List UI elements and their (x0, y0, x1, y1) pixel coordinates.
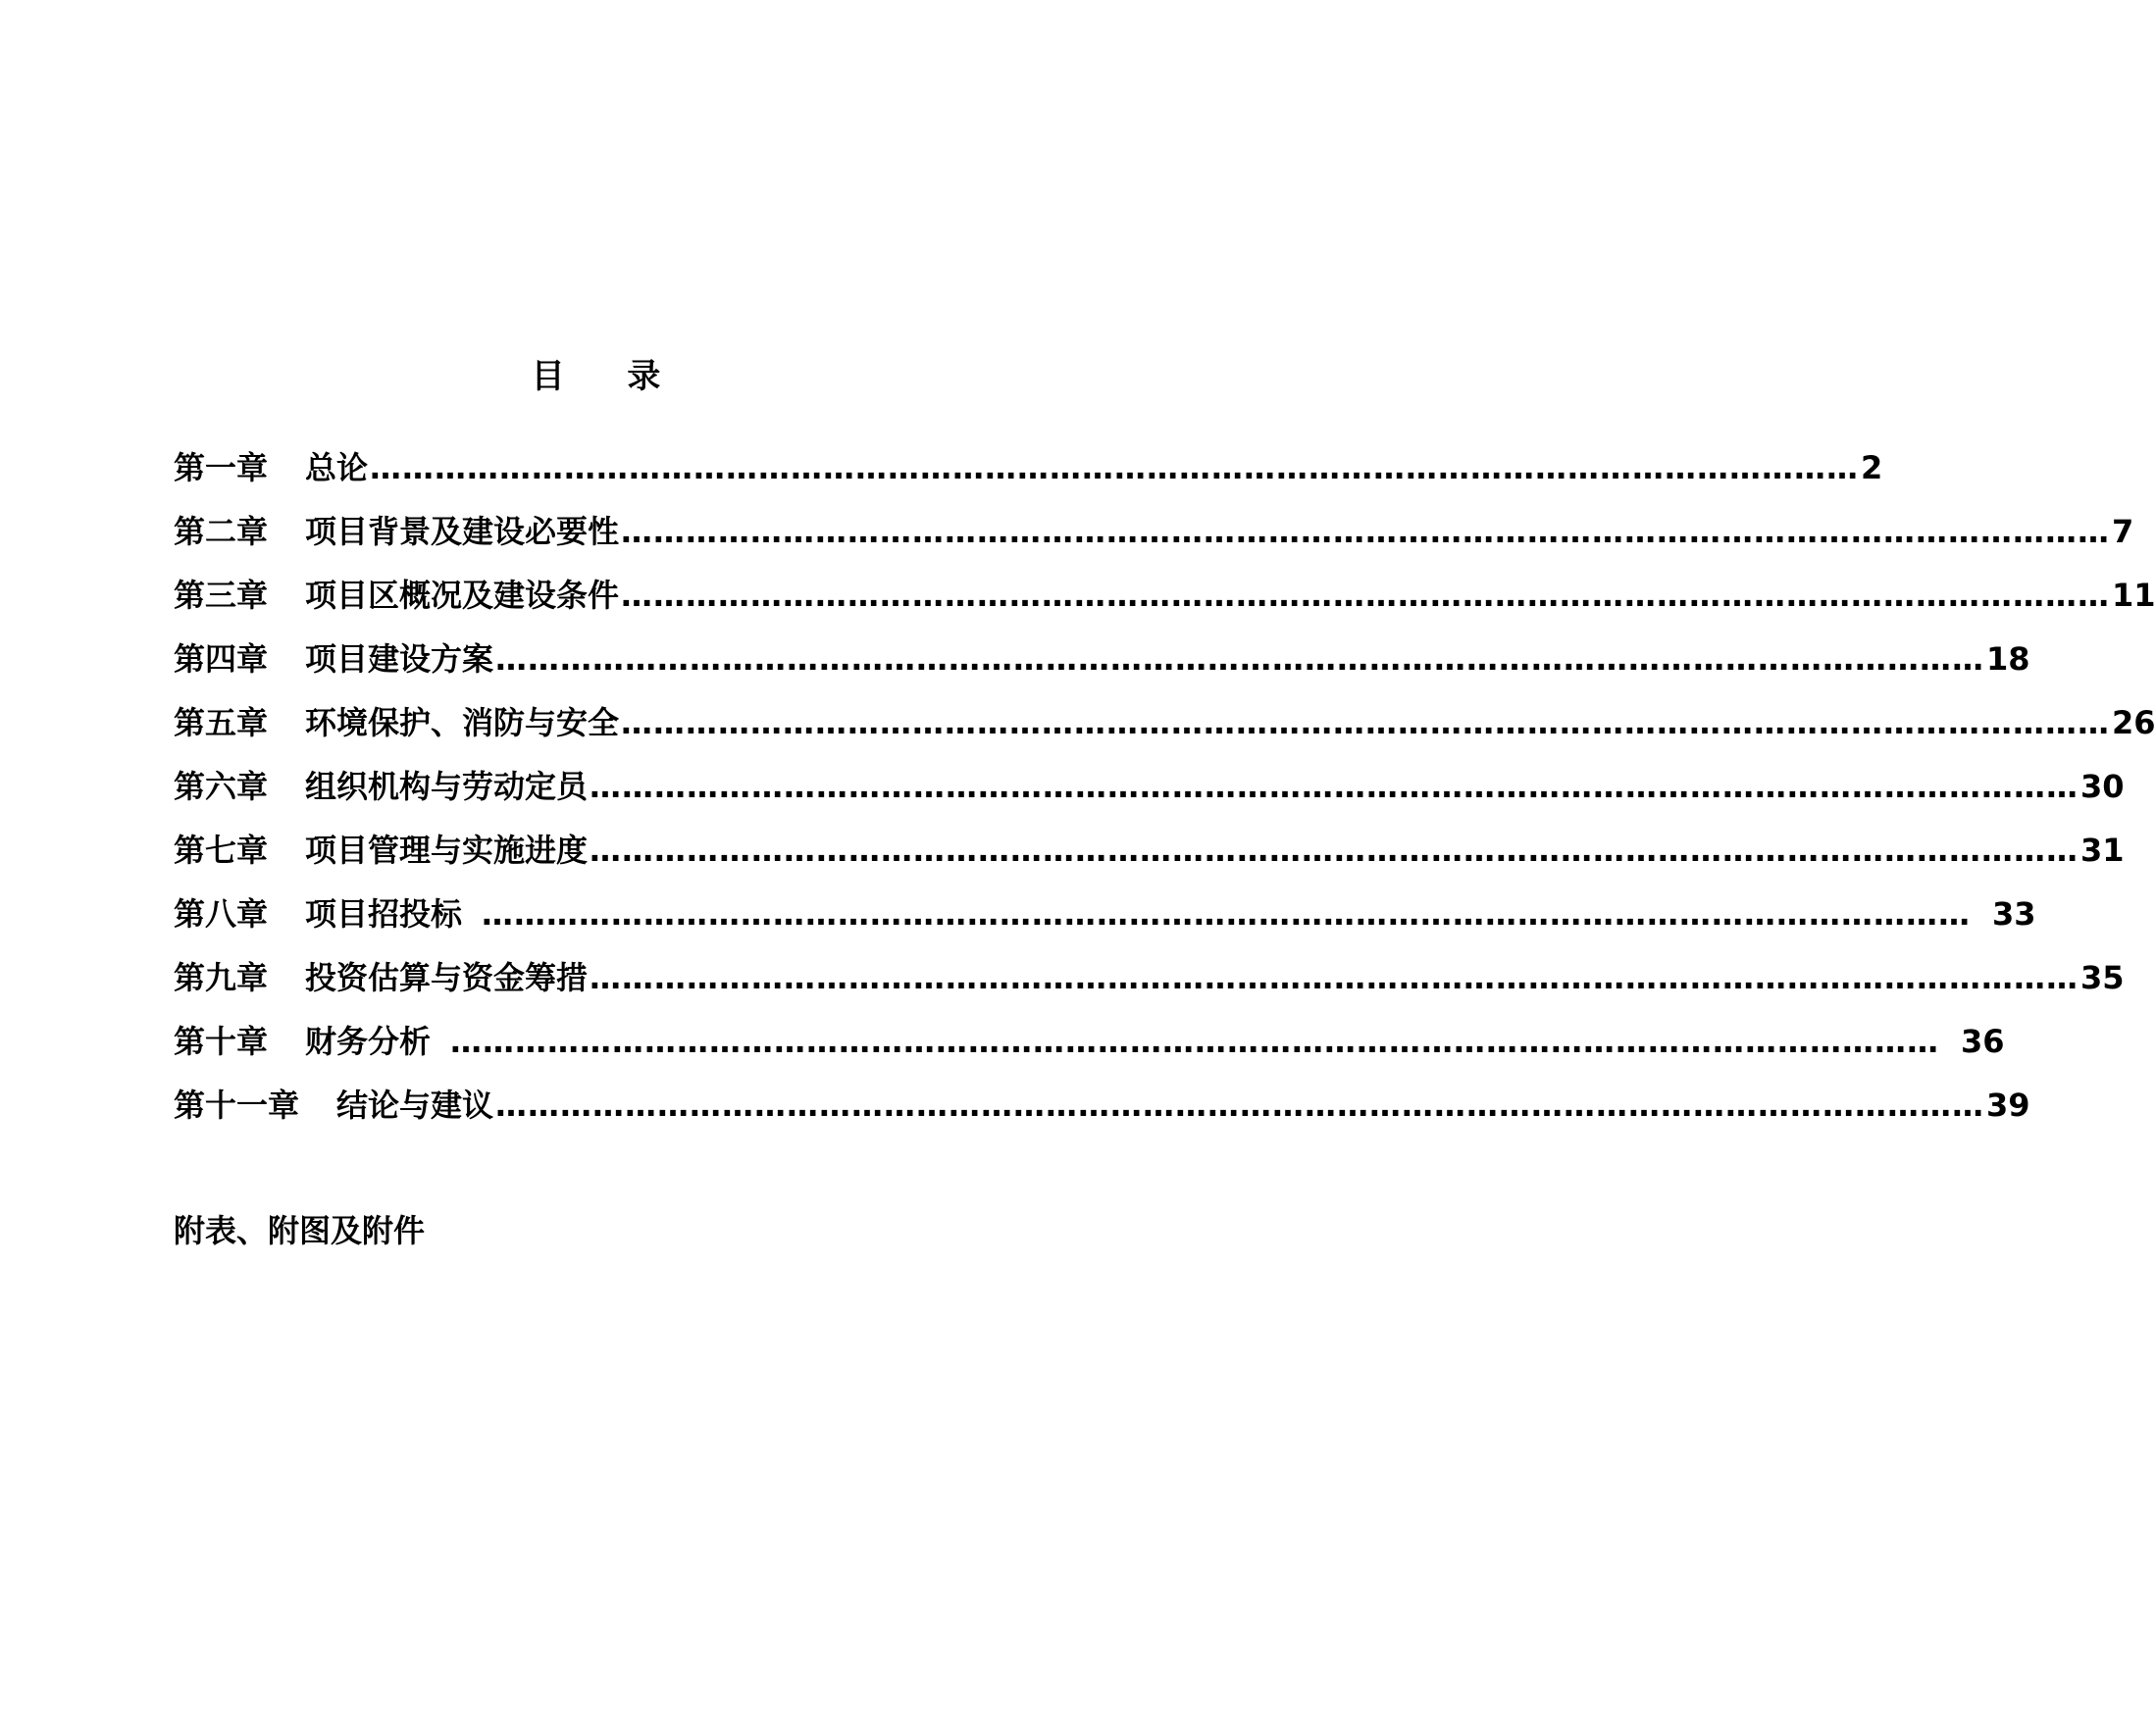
toc-chapter: 第九章 (174, 959, 269, 996)
toc-leader: ………………………………………………………………………………………………………………………… (621, 577, 2111, 614)
toc-leader: ………………………………………………………………………………………………………………………… (370, 449, 1860, 486)
toc-chapter: 第七章 (174, 832, 269, 869)
toc-label: 结论与建议 (336, 1087, 494, 1124)
toc-entry-11[interactable] (174, 1079, 2030, 1142)
toc-label: 投资估算与资金筹措 (305, 959, 589, 996)
toc-page-number: 26 (2112, 704, 2156, 741)
toc-label: 项目区概况及建设条件 (305, 577, 620, 614)
toc-chapter: 第八章 (174, 895, 269, 933)
toc-entry-3[interactable] (174, 569, 2156, 632)
toc-leader: ………………………………………………………………………………………………………………………… (495, 640, 1985, 678)
toc-leader: ………………………………………………………………………………………………………………………… (621, 513, 2111, 550)
toc-page-number: 2 (1861, 449, 1883, 486)
toc-label: 总论 (305, 449, 369, 486)
toc-label: 项目管理与实施进度 (305, 832, 589, 869)
toc-entry-2[interactable] (174, 505, 2134, 569)
toc-page-number: 31 (2080, 832, 2125, 869)
toc-page-number: 18 (1986, 640, 2030, 678)
toc-entry-5[interactable] (174, 696, 2156, 760)
toc-entry-10[interactable] (174, 1015, 2005, 1079)
toc-label: 环境保护、消防与安全 (305, 704, 620, 741)
toc-chapter: 第三章 (174, 577, 269, 614)
toc-entry-8[interactable] (174, 887, 2036, 951)
toc-leader: ………………………………………………………………………………………………………………………… (590, 768, 2079, 805)
toc-page-number: 30 (2080, 768, 2125, 805)
toc-chapter: 第六章 (174, 768, 269, 805)
toc-chapter: 第十一章 (174, 1087, 300, 1124)
toc-label: 项目招投标 (305, 895, 463, 933)
toc-page-number: 33 (1992, 895, 2036, 933)
toc-leader: ………………………………………………………………………………………………………………………… (621, 704, 2111, 741)
toc-label: 项目建设方案 (305, 640, 494, 678)
toc-label: 项目背景及建设必要性 (305, 513, 620, 550)
toc-page-number: 39 (1986, 1087, 2030, 1124)
toc-leader: ………………………………………………………………………………………………………………………… (482, 895, 1972, 933)
toc-chapter: 第十章 (174, 1023, 269, 1060)
toc-page-number: 35 (2080, 959, 2125, 996)
toc-entry-1[interactable] (174, 441, 1883, 505)
toc-label: 财务分析 (305, 1023, 432, 1060)
toc-leader: ………………………………………………………………………………………………………………………… (450, 1023, 1940, 1060)
toc-page-number: 7 (2112, 513, 2134, 550)
toc-entry-9[interactable] (174, 951, 2125, 1015)
toc-entry-6[interactable] (174, 760, 2125, 824)
toc-chapter: 第二章 (174, 513, 269, 550)
toc-label: 组织机构与劳动定员 (305, 768, 589, 805)
toc-entry-7[interactable] (174, 824, 2125, 887)
toc-chapter: 第五章 (174, 704, 269, 741)
toc-page-number: 36 (1961, 1023, 2005, 1060)
appendix-heading[interactable]: 附表、附图及附件 (174, 1212, 426, 1249)
toc-title: 目 录 (531, 357, 687, 396)
toc-entry-4[interactable] (174, 632, 2030, 696)
toc-chapter: 第一章 (174, 449, 269, 486)
toc-chapter: 第四章 (174, 640, 269, 678)
toc-list (174, 441, 2156, 1142)
toc-leader: ………………………………………………………………………………………………………………………… (495, 1087, 1985, 1124)
toc-page-number: 11 (2112, 577, 2156, 614)
toc-leader: ………………………………………………………………………………………………………………………… (590, 832, 2079, 869)
toc-leader: ………………………………………………………………………………………………………………………… (590, 959, 2079, 996)
